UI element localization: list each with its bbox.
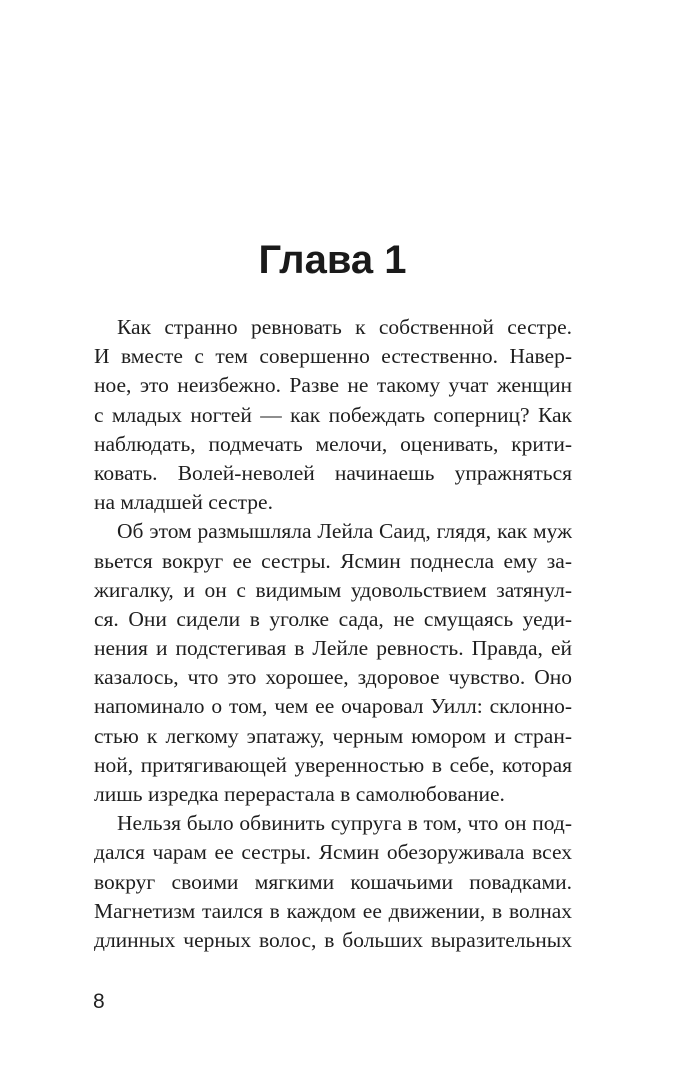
text-line: Об этом размышляла Лейла Саид, глядя, как муж bbox=[117, 519, 572, 544]
text-line: напоминало о том, чем ее очаровал Уилл: склонно- bbox=[94, 694, 572, 719]
text-line: ковать. Волей-неволей начинаешь упражняться bbox=[94, 460, 572, 485]
paragraph-1 bbox=[94, 313, 572, 517]
text-line: вьется вокруг ее сестры. Ясмин поднесла ему за- bbox=[94, 548, 572, 573]
body-text bbox=[94, 313, 572, 955]
text-line: Как странно ревновать к собственной сестре. bbox=[117, 315, 572, 339]
text-line: на младшей сестре. bbox=[94, 490, 273, 515]
chapter-title: Глава 1 bbox=[258, 238, 407, 282]
paragraph-2 bbox=[94, 517, 572, 809]
text-line: жигалку, и он с видимым удовольствием затянул- bbox=[94, 577, 572, 602]
text-line: ное, это неизбежно. Разве не такому учат женщин bbox=[94, 373, 572, 398]
text-line: нения и подстегивая в Лейле ревность. Правда, ей bbox=[94, 636, 572, 661]
text-line: казалось, что это хорошее, здоровое чувство. Оно bbox=[94, 665, 572, 690]
text-line: лишь изредка перерастала в самолюбование. bbox=[94, 782, 505, 806]
page-number: 8 bbox=[93, 990, 105, 1013]
text-line: наблюдать, подмечать мелочи, оценивать, крити- bbox=[94, 431, 572, 456]
paragraph-3 bbox=[94, 809, 572, 955]
text-line: И вместе с тем совершенно естественно. Навер- bbox=[94, 344, 572, 369]
text-line: ся. Они сидели в уголке сада, не смущаясь уеди- bbox=[94, 606, 572, 631]
text-line: длинных черных волос, в больших выразительных bbox=[94, 927, 572, 952]
text-line: ной, притягивающей уверенностью в себе, которая bbox=[94, 752, 572, 777]
text-line: вокруг своими мягкими кошачьими повадками. bbox=[94, 869, 572, 894]
text-line: Нельзя было обвинить супруга в том, что он под- bbox=[117, 811, 572, 836]
text-line: дался чарам ее сестры. Ясмин обезоруживала всех bbox=[94, 840, 572, 865]
text-line: с младых ногтей — как побеждать соперниц? Как bbox=[94, 402, 572, 427]
text-line: Магнетизм таился в каждом ее движении, в волнах bbox=[94, 898, 572, 923]
text-line: стью к легкому эпатажу, черным юмором и стран- bbox=[94, 723, 572, 748]
